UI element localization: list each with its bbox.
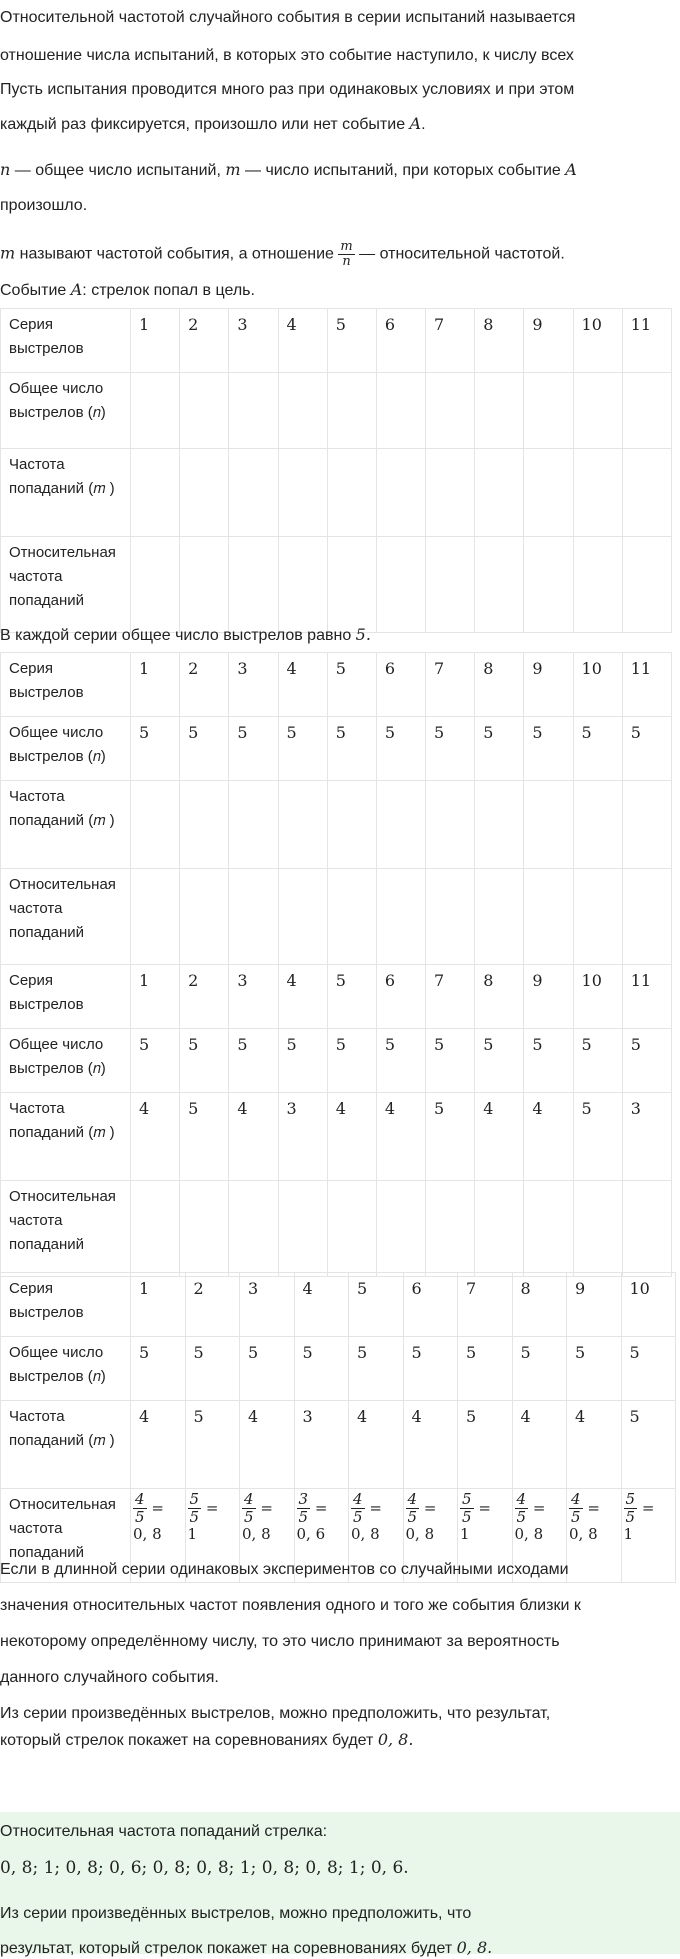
intro-line-7 [0,240,680,269]
table-cell: 3 [229,965,278,1029]
table-cell-empty [524,373,573,449]
table-cell: 5 [229,1029,278,1093]
answer-line-2 [0,1938,680,1959]
intro-line-8-text: Событие [0,282,71,299]
fraction-numerator: 4 [353,1490,363,1508]
table-cell-empty [376,781,425,869]
fraction-numerator: 5 [625,1490,636,1508]
table-cell: 8 [475,965,524,1029]
equals-sign: = [310,1499,328,1517]
intro-line-4: каждый раз фиксируется, произошло или нет событие A. [0,114,426,133]
table-cell: 4 [524,1093,573,1181]
table-row-series [1,309,672,373]
table-cell-empty [376,373,425,449]
table-cell: 5 [185,1401,240,1489]
answer-line-2-text: результат, который стрелок покажет на соревнованиях будет [0,1940,457,1957]
table-cell: 4 [403,1401,458,1489]
table-cell-empty [327,537,376,633]
table-cell-empty [278,781,327,869]
table-cell: 5 [573,717,622,781]
relative-frequency-value [188,1491,238,1543]
table-cell: 8 [512,1273,567,1337]
table-cell-empty [131,781,180,869]
table-cell-empty [524,869,573,965]
intro-line-5-text-2: — число испытаний, при которых событие [240,162,566,179]
fraction [297,1491,311,1526]
relative-frequency-value [406,1491,456,1543]
label-series: Серия выстрелов [1,653,131,717]
label-series: Серия выстрелов [1,1273,131,1337]
fraction-m-over-n [338,240,354,269]
intro-line-3: Пусть испытания проводится много раз при одинаковых условиях и при этом [0,81,575,98]
equals-sign: = [201,1499,219,1517]
fraction-numerator: 4 [244,1490,254,1508]
table-cell-empty [376,869,425,965]
intro-line-8-rest: : стрелок попал в цель. [82,282,255,299]
table-cell: 5 [327,1029,376,1093]
table-cell: 9 [567,1273,622,1337]
label-hits: Частота попаданий (𝑚 ) [1,449,131,537]
table-cell: 5 [240,1337,295,1401]
table-cell-empty [131,373,180,449]
table-cell: 8 [475,309,524,373]
table-cell-empty [278,537,327,633]
label-total: Общее число выстрелов (𝑛) [1,1337,131,1401]
table-row-series [1,653,672,717]
table-cell: 5 [131,717,180,781]
table-cell-empty [426,1181,475,1277]
table-row-hits [1,1401,676,1489]
table-cell: 5 [327,965,376,1029]
answer-block [0,1812,680,1957]
table-cell-empty [229,373,278,449]
table-cell: 5 [622,1029,671,1093]
intro-var-n: n [0,160,11,179]
table-cell: 10 [573,309,622,373]
label-hits: Частота попаданий (𝑚 ) [1,781,131,869]
conclusion-line-6 [0,1730,680,1751]
table-cell: 2 [180,653,229,717]
fraction-result: 1 [187,1525,198,1543]
table-cell: 4 [376,1093,425,1181]
table-cell-empty [573,373,622,449]
table-cell: 10 [573,653,622,717]
label-hits: Частота попаданий (𝑚 ) [1,1093,131,1181]
table-cell-empty [426,781,475,869]
fraction-denominator: 5 [189,1508,200,1526]
label-hits: Частота попаданий (𝑚 ) [1,1401,131,1489]
label-relative: Относительная частота попаданий [1,1181,131,1277]
table-cell-empty [327,869,376,965]
table-cell-empty [229,869,278,965]
table-row-hits [1,449,672,537]
table-cell: 3 [229,653,278,717]
table-cell: 4 [294,1273,349,1337]
fraction [460,1491,474,1526]
table-row-hits [1,1093,672,1181]
table-cell-empty [622,449,671,537]
intro-line-4-text: каждый раз фиксируется, произошло или нет событие [0,116,406,133]
table-cell-empty [180,449,229,537]
table-cell: 5 [180,1093,229,1181]
table-cell: 10 [573,965,622,1029]
table-cell: 3 [622,1093,671,1181]
table-cell-empty [180,537,229,633]
relative-frequency-value [460,1491,510,1543]
table-cell: 5 [180,717,229,781]
label-relative: Относительная частота попаданий [1,537,131,633]
table-cell: 5 [475,717,524,781]
table-cell: 4 [512,1401,567,1489]
fraction-numerator: 4 [571,1490,581,1508]
table-cell: 5 [524,1029,573,1093]
table-cell-empty [229,781,278,869]
fraction-denominator: 5 [298,1508,309,1526]
fraction-denominator: 5 [407,1508,418,1526]
intro-line-5-text-1: — общее число испытаний, [10,162,226,179]
table-cell: 5 [278,717,327,781]
fraction-result: 0, 8 [133,1525,162,1543]
table-cell-empty [426,449,475,537]
table-row-total [1,373,672,449]
table-cell-empty [426,537,475,633]
table-cell-empty [327,449,376,537]
table-cell-empty [573,449,622,537]
table-cell: 7 [426,309,475,373]
table-row-relative [1,537,672,633]
table-row-total [1,1029,672,1093]
table-empty [0,308,672,633]
equals-sign: = [146,1499,164,1517]
table-cell-empty [327,781,376,869]
table-row-relative [1,1181,672,1277]
table-cell: 5 [349,1337,404,1401]
table-cell-empty [573,781,622,869]
table-cell: 7 [426,653,475,717]
table-cell-empty [524,781,573,869]
fraction-denominator: 5 [244,1508,254,1526]
table-cell-empty [622,537,671,633]
table-cell: 6 [403,1273,458,1337]
table-cell-empty [524,449,573,537]
table-cell: 4 [475,1093,524,1181]
table-cell-empty [573,869,622,965]
table-cell: 6 [376,309,425,373]
table-cell-empty [327,373,376,449]
table-row-total [1,1337,676,1401]
table-cell: 5 [426,717,475,781]
fraction-numerator: 4 [135,1490,145,1508]
table-cell-empty [131,449,180,537]
table-cell: 7 [426,965,475,1029]
fraction-denominator: 5 [353,1508,363,1526]
table-cell: 5 [185,1337,240,1401]
table-cell: 11 [622,309,671,373]
fraction-result: 1 [460,1525,470,1543]
label-series: Серия выстрелов [1,965,131,1029]
fraction-result: 0, 8 [569,1525,598,1543]
intro-line-7-var: m [0,243,16,263]
fraction-denominator: 5 [462,1508,472,1526]
table-cell-empty [622,781,671,869]
table-cell-empty [524,1181,573,1277]
table-cell: 4 [278,653,327,717]
between-text [0,625,680,646]
label-total: Общее число выстрелов (𝑛) [1,373,131,449]
table-cell: 2 [180,309,229,373]
intro-line-6: произошло. [0,197,88,214]
fraction [351,1491,365,1526]
table-cell: 5 [327,653,376,717]
fraction-result: 0, 8 [405,1525,435,1543]
fraction-numerator: 5 [189,1490,200,1508]
fraction-result: 1 [623,1525,634,1543]
intro-line-8 [0,280,680,301]
fraction-numerator: m [340,239,353,254]
table-cell-empty [573,1181,622,1277]
table-cell-empty [622,869,671,965]
table-row-total [1,717,672,781]
table-cell-empty [475,373,524,449]
intro-line-1: Относительной частотой случайного события в серии испытаний называется [0,9,576,26]
intro-line-4-var: A [409,114,422,133]
table-cell: 5 [327,309,376,373]
relative-frequency-value [351,1491,401,1543]
fraction-denominator: 5 [135,1508,145,1526]
table-cell: 5 [131,1029,180,1093]
intro-line-7-text-2: — относительной частотой. [354,245,565,263]
table-cell-empty [229,537,278,633]
table-cell-empty [180,1181,229,1277]
table-cell: 4 [278,965,327,1029]
answer-value: 0, 8. [456,1938,493,1957]
table-cell: 5 [180,1029,229,1093]
label-relative: Относительная частота попаданий [1,1489,131,1583]
intro-var-a: A [565,160,577,179]
table-cell: 1 [131,965,180,1029]
fraction [624,1491,638,1526]
conclusion-line-2: значения относительных частот появления одного и того же события близки к [0,1597,581,1614]
table-cell: 4 [229,1093,278,1181]
table-row-series [1,965,672,1029]
relative-frequency-value [297,1491,347,1543]
table-cell: 5 [524,717,573,781]
table-cell: 5 [376,1029,425,1093]
table-cell-empty [622,373,671,449]
fraction [242,1491,256,1526]
fraction-numerator: 5 [462,1490,472,1508]
table-cell-empty [426,869,475,965]
table-hits [0,964,672,1277]
relative-frequency-value [242,1491,292,1543]
table-cell-empty [524,537,573,633]
table-cell: 5 [349,1273,404,1337]
relative-frequency-value [624,1491,674,1543]
equals-sign: = [255,1499,273,1517]
table-cell: 4 [567,1401,622,1489]
table-cell: 4 [278,309,327,373]
table-cell-empty [180,869,229,965]
table-cell: 5 [403,1337,458,1401]
table-cell-empty [376,449,425,537]
table-cell: 3 [294,1401,349,1489]
table-cell: 4 [131,1401,186,1489]
table-relative [0,1272,676,1583]
table-totals [0,652,672,965]
table-cell: 11 [622,965,671,1029]
equals-sign: = [637,1499,655,1517]
label-series: Серия выстрелов [1,309,131,373]
table-cell: 5 [573,1029,622,1093]
relative-frequency-value [515,1491,565,1543]
relative-frequency-value [569,1491,619,1543]
table-cell: 4 [327,1093,376,1181]
label-total: Общее число выстрелов (𝑛) [1,717,131,781]
table-cell: 5 [458,1401,513,1489]
answer-values: 0, 8; 1; 0, 8; 0, 6; 0, 8; 0, 8; 1; 0, 8; 0, 8; 1; 0, 6. [0,1858,409,1878]
table-cell: 9 [524,653,573,717]
table-cell: 5 [294,1337,349,1401]
intro-var-m: m [225,160,241,179]
equals-sign: = [364,1499,382,1517]
label-total: Общее число выстрелов (𝑛) [1,1029,131,1093]
table-cell: 5 [458,1337,513,1401]
table-cell: 5 [426,1029,475,1093]
table-cell: 5 [573,1093,622,1181]
table-cell-empty [426,373,475,449]
intro-line-7-text-1: называют частотой события, а отношение [15,245,339,263]
table-row-hits [1,781,672,869]
intro-line-2: отношение числа испытаний, в которых это событие наступило, к числу всех [0,47,574,64]
table-cell: 1 [131,309,180,373]
table-cell: 4 [131,1093,180,1181]
table-cell-empty [327,1181,376,1277]
table-cell-empty [376,537,425,633]
fraction-denominator: 5 [571,1508,581,1526]
table-cell-empty [278,869,327,965]
fraction [515,1491,529,1526]
table-cell-empty [622,1181,671,1277]
table-cell: 5 [229,717,278,781]
table-cell: 1 [131,653,180,717]
fraction [406,1491,420,1526]
equals-sign: = [419,1499,437,1517]
table-cell: 4 [349,1401,404,1489]
conclusion-line-5: Из серии произведённых выстрелов, можно предположить, что результат, [0,1705,551,1722]
fraction-result: 0, 8 [514,1525,544,1543]
fraction [569,1491,583,1526]
table-cell: 5 [278,1029,327,1093]
conclusion-line-4: данного случайного события. [0,1669,219,1686]
table-cell-empty [278,449,327,537]
conclusion-line-1: Если в длинной серии одинаковых экспериментов со случайными исходами [0,1561,569,1578]
label-relative: Относительная частота попаданий [1,869,131,965]
table-cell: 7 [458,1273,513,1337]
table-cell: 2 [180,965,229,1029]
table-cell: 5 [475,1029,524,1093]
table-cell: 5 [622,717,671,781]
table-cell: 4 [240,1401,295,1489]
table-cell: 3 [240,1273,295,1337]
fraction-result: 0, 8 [351,1525,380,1543]
fraction-denominator: n [342,254,351,269]
table-cell-empty [131,1181,180,1277]
table-cell: 9 [524,965,573,1029]
table-cell: 5 [131,1337,186,1401]
table-cell: 5 [376,717,425,781]
fraction [188,1491,202,1526]
between-text-main: В каждой серии общее число выстрелов равно [0,627,356,644]
table-cell: 3 [229,309,278,373]
fraction-numerator: 3 [298,1490,309,1508]
table-cell: 5 [512,1337,567,1401]
table-cell-empty [229,449,278,537]
table-cell-empty [475,1181,524,1277]
table-row-relative [1,869,672,965]
table-cell-empty [475,449,524,537]
table-cell-empty [180,373,229,449]
table-cell: 5 [621,1401,676,1489]
conclusion-line-6-text: который стрелок покажет на соревнованиях будет [0,1732,378,1749]
fraction-result: 0, 8 [242,1525,271,1543]
table-cell: 5 [621,1337,676,1401]
table-cell-empty [278,1181,327,1277]
table-cell-empty [131,537,180,633]
table-cell-empty [475,869,524,965]
table-cell: 5 [567,1337,622,1401]
fraction-denominator: 5 [625,1508,636,1526]
equals-sign: = [582,1499,600,1517]
equals-sign: = [473,1499,491,1517]
conclusion-line-3: некоторому определённому числу, то это число принимают за вероятность [0,1633,560,1650]
table-cell-empty [376,1181,425,1277]
table-cell-empty [180,781,229,869]
intro-line-5 [0,160,680,181]
relative-frequency-value [133,1491,183,1543]
table-cell-empty [131,869,180,965]
between-value: 5. [355,625,371,644]
fraction-numerator: 4 [516,1490,527,1508]
table-cell: 6 [376,653,425,717]
table-cell: 5 [426,1093,475,1181]
answer-title: Относительная частота попаданий стрелка: [0,1823,328,1840]
table-cell: 10 [621,1273,676,1337]
table-cell-empty [278,373,327,449]
table-cell: 11 [622,653,671,717]
fraction-denominator: 5 [516,1508,527,1526]
table-cell: 9 [524,309,573,373]
table-cell: 5 [327,717,376,781]
table-row-series [1,1273,676,1337]
answer-line-1: Из серии произведённых выстрелов, можно предположить, что [0,1905,472,1922]
table-cell: 1 [131,1273,186,1337]
table-cell: 2 [185,1273,240,1337]
table-cell: 3 [278,1093,327,1181]
equals-sign: = [528,1499,546,1517]
table-cell-empty [573,537,622,633]
table-cell: 8 [475,653,524,717]
intro-line-8-var: A [70,280,83,299]
table-cell: 6 [376,965,425,1029]
fraction [133,1491,147,1526]
fraction-result: 0, 6 [296,1525,326,1543]
fraction-numerator: 4 [407,1490,418,1508]
table-cell-empty [229,1181,278,1277]
conclusion-value: 0, 8. [377,1730,414,1749]
table-cell-empty [475,781,524,869]
table-cell-empty [475,537,524,633]
